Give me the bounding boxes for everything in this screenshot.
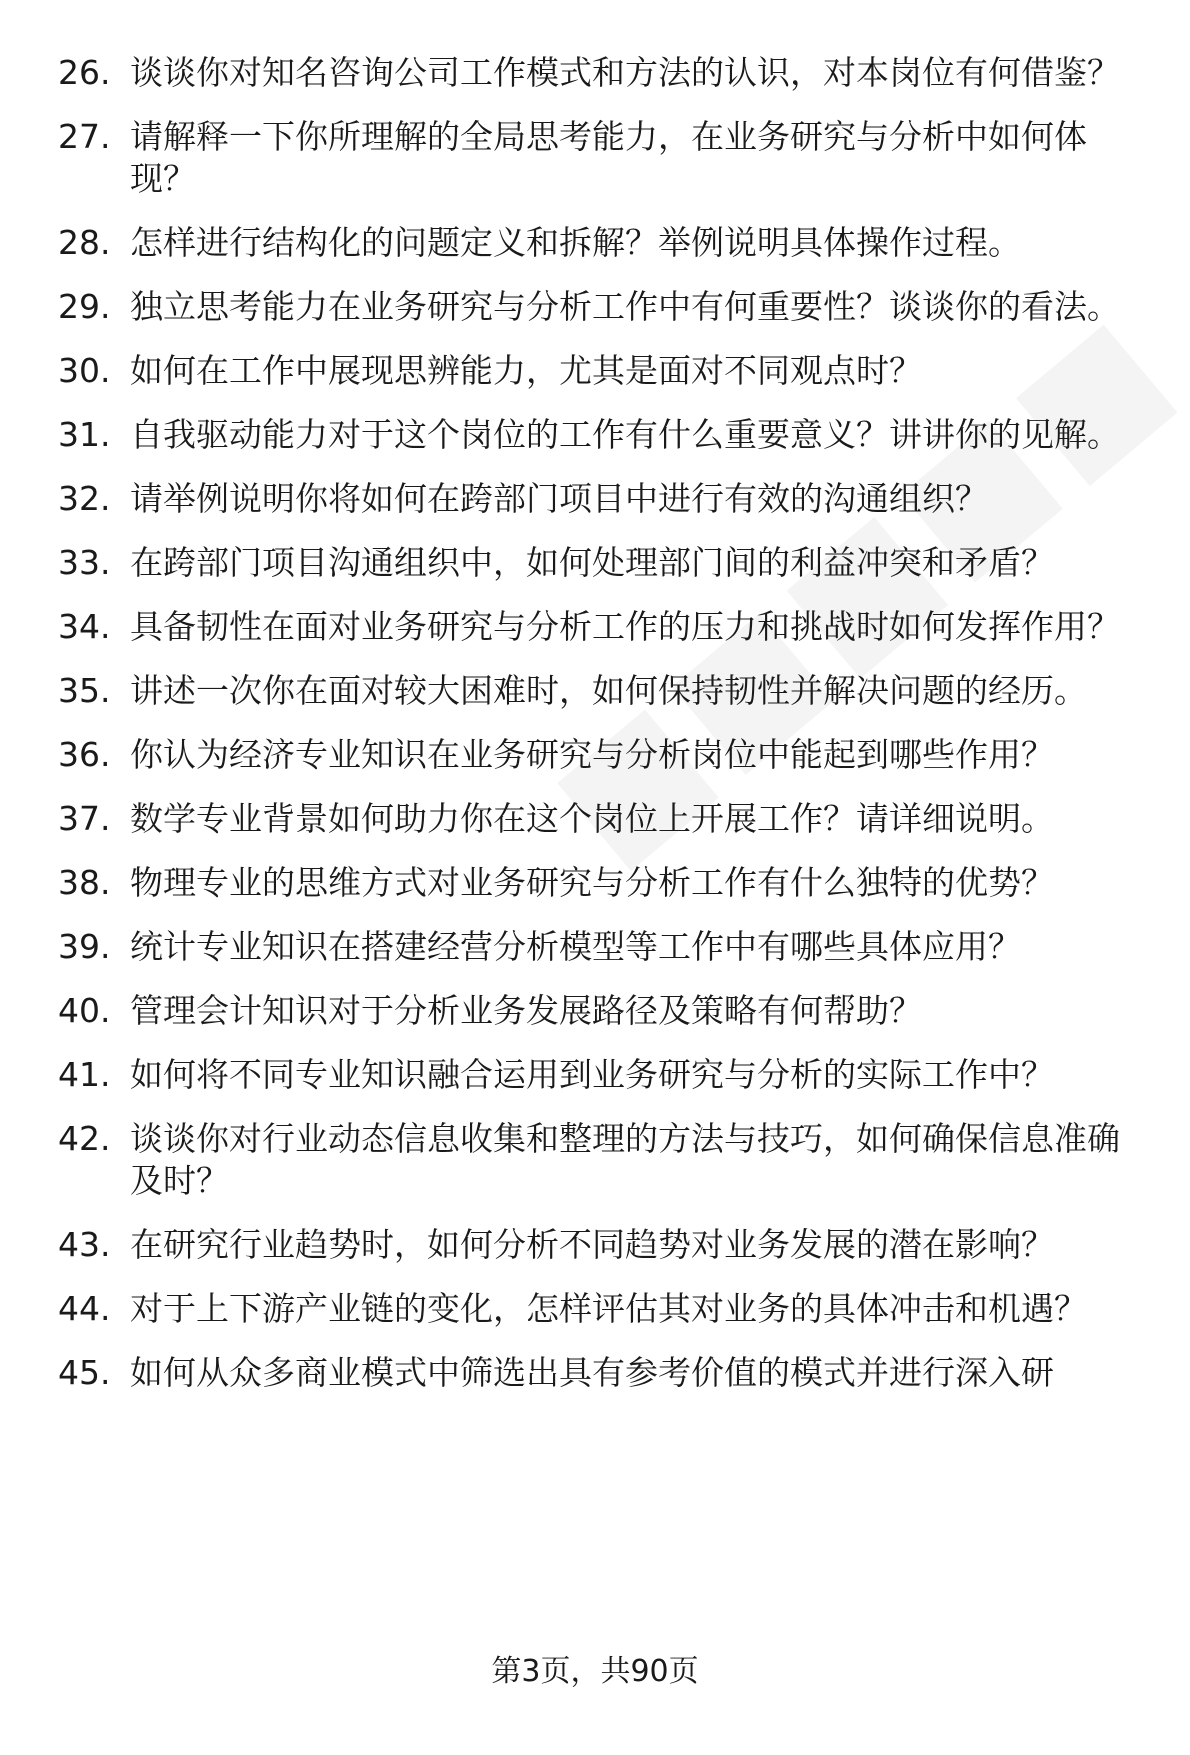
question-number: 39.: [58, 927, 111, 966]
list-item: [0, 52, 1190, 94]
question-number: 40.: [58, 991, 111, 1030]
question-text: 统计专业知识在搭建经营分析模型等工作中有哪些具体应用？: [130, 927, 1021, 966]
question-number: 32.: [58, 479, 111, 518]
question-number: 37.: [58, 799, 111, 838]
list-item: [0, 1224, 1190, 1266]
question-text: 请解释一下你所理解的全局思考能力，在业务研究与分析中如何体现？: [130, 117, 1087, 198]
question-text: 物理专业的思维方式对业务研究与分析工作有什么独特的优势？: [130, 863, 1054, 902]
list-item: [0, 926, 1190, 968]
question-list: [0, 52, 1190, 1416]
list-item: [0, 670, 1190, 712]
list-item: [0, 542, 1190, 584]
question-text: 管理会计知识对于分析业务发展路径及策略有何帮助？: [130, 991, 922, 1030]
list-item: [0, 606, 1190, 648]
list-item: [0, 798, 1190, 840]
list-item: [0, 286, 1190, 328]
question-number: 45.: [58, 1353, 111, 1392]
question-number: 35.: [58, 671, 111, 710]
question-text: 谈谈你对行业动态信息收集和整理的方法与技巧，如何确保信息准确及时？: [130, 1119, 1120, 1200]
question-number: 38.: [58, 863, 111, 902]
question-text: 如何在工作中展现思辨能力，尤其是面对不同观点时？: [130, 351, 922, 390]
question-text: 数学专业背景如何助力你在这个岗位上开展工作？请详细说明。: [130, 799, 1054, 838]
question-number: 36.: [58, 735, 111, 774]
question-text: 你认为经济专业知识在业务研究与分析岗位中能起到哪些作用？: [130, 735, 1054, 774]
question-text: 怎样进行结构化的问题定义和拆解？举例说明具体操作过程。: [130, 223, 1021, 262]
question-text: 请举例说明你将如何在跨部门项目中进行有效的沟通组织？: [130, 479, 988, 518]
question-number: 44.: [58, 1289, 111, 1328]
question-text: 如何从众多商业模式中筛选出具有参考价值的模式并进行深入研: [130, 1353, 1054, 1392]
list-item: [0, 350, 1190, 392]
question-text: 自我驱动能力对于这个岗位的工作有什么重要意义？讲讲你的见解。: [130, 415, 1120, 454]
question-number: 43.: [58, 1225, 111, 1264]
question-text: 在研究行业趋势时，如何分析不同趋势对业务发展的潜在影响？: [130, 1225, 1054, 1264]
question-text: 独立思考能力在业务研究与分析工作中有何重要性？谈谈你的看法。: [130, 287, 1120, 326]
question-text: 在跨部门项目沟通组织中，如何处理部门间的利益冲突和矛盾？: [130, 543, 1054, 582]
question-text: 如何将不同专业知识融合运用到业务研究与分析的实际工作中？: [130, 1055, 1054, 1094]
question-number: 26.: [58, 53, 111, 92]
question-number: 42.: [58, 1119, 111, 1158]
question-number: 33.: [58, 543, 111, 582]
question-number: 31.: [58, 415, 111, 454]
list-item: [0, 1054, 1190, 1096]
list-item: [0, 734, 1190, 776]
list-item: [0, 1118, 1190, 1202]
list-item: [0, 1352, 1190, 1394]
list-item: [0, 222, 1190, 264]
question-number: 27.: [58, 117, 111, 156]
question-text: 具备韧性在面对业务研究与分析工作的压力和挑战时如何发挥作用？: [130, 607, 1120, 646]
page-number: 第3页，共90页: [491, 1654, 699, 1689]
list-item: [0, 116, 1190, 200]
list-item: [0, 862, 1190, 904]
question-number: 41.: [58, 1055, 111, 1094]
question-number: 29.: [58, 287, 111, 326]
question-text: 讲述一次你在面对较大困难时，如何保持韧性并解决问题的经历。: [130, 671, 1087, 710]
question-text: 对于上下游产业链的变化，怎样评估其对业务的具体冲击和机遇？: [130, 1289, 1087, 1328]
question-number: 34.: [58, 607, 111, 646]
list-item: [0, 1288, 1190, 1330]
list-item: [0, 990, 1190, 1032]
question-number: 28.: [58, 223, 111, 262]
question-number: 30.: [58, 351, 111, 390]
list-item: [0, 478, 1190, 520]
question-text: 谈谈你对知名咨询公司工作模式和方法的认识，对本岗位有何借鉴？: [130, 53, 1120, 92]
list-item: [0, 414, 1190, 456]
